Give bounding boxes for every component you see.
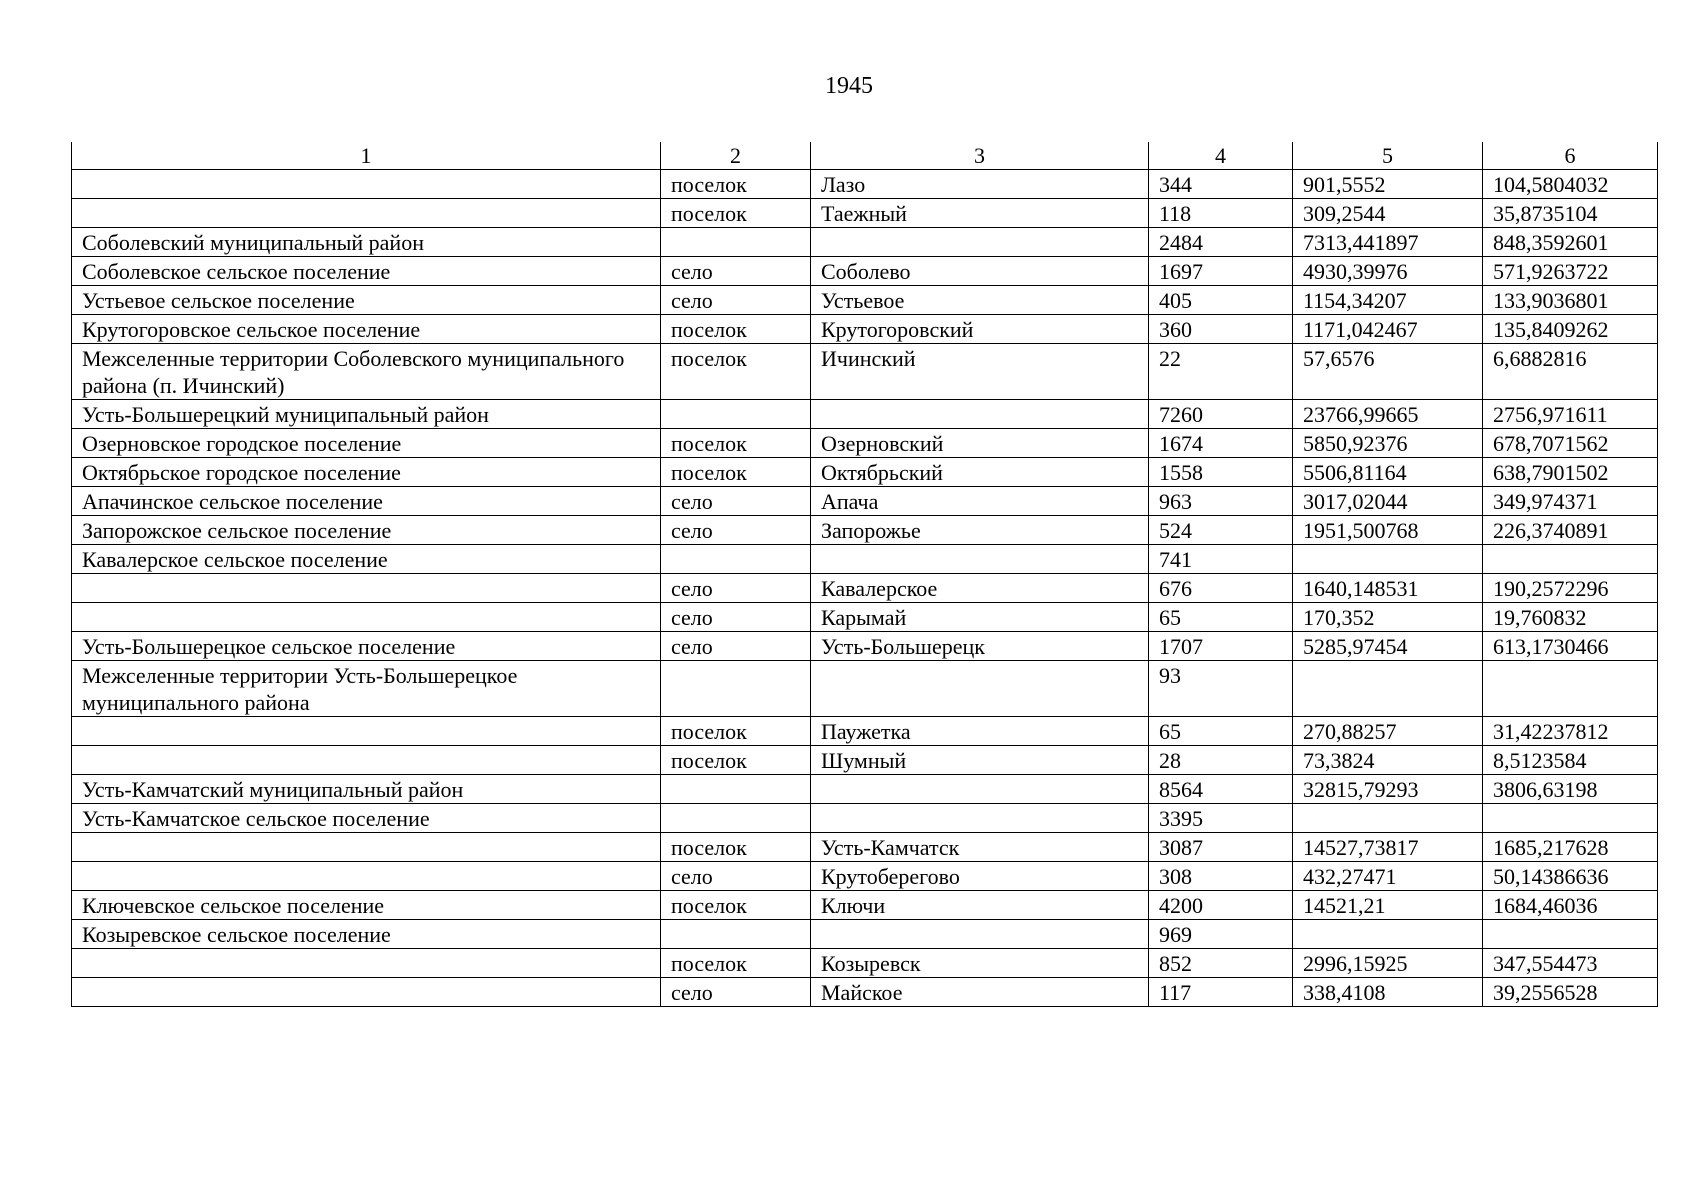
table-row [72, 545, 1658, 574]
territory-cell [72, 833, 661, 862]
settlement-name-cell: Озерновский [811, 429, 1149, 458]
value-col5-cell: 4930,39976 [1293, 257, 1483, 286]
territory-cell [72, 746, 661, 775]
population-cell: 65 [1149, 717, 1293, 746]
table-row [72, 228, 1658, 257]
population-cell: 524 [1149, 516, 1293, 545]
table-body [72, 142, 1658, 1007]
territory-cell: Крутогоровское сельское поселение [72, 315, 661, 344]
settlement-name-cell: Ключи [811, 891, 1149, 920]
value-col6-cell: 39,2556528 [1483, 978, 1658, 1007]
territory-cell: Козыревское сельское поселение [72, 920, 661, 949]
population-cell: 65 [1149, 603, 1293, 632]
settlement-type-cell: село [661, 632, 811, 661]
value-col5-cell: 901,5552 [1293, 170, 1483, 199]
settlement-type-cell: поселок [661, 429, 811, 458]
value-col5-cell: 309,2544 [1293, 199, 1483, 228]
settlement-name-cell: Усть-Большерецк [811, 632, 1149, 661]
value-col6-cell: 3806,63198 [1483, 775, 1658, 804]
page-number: 1945 [825, 73, 873, 99]
value-col6-cell: 50,14386636 [1483, 862, 1658, 891]
territory-cell [72, 603, 661, 632]
population-cell: 308 [1149, 862, 1293, 891]
territory-cell: Соболевское сельское поселение [72, 257, 661, 286]
population-cell: 1697 [1149, 257, 1293, 286]
value-col6-cell [1483, 661, 1658, 717]
territory-cell [72, 978, 661, 1007]
value-col6-cell: 678,7071562 [1483, 429, 1658, 458]
table-row [72, 344, 1658, 400]
settlement-type-cell [661, 228, 811, 257]
value-col6-cell: 19,760832 [1483, 603, 1658, 632]
settlement-type-cell: село [661, 978, 811, 1007]
population-cell: 118 [1149, 199, 1293, 228]
settlement-name-cell: Октябрьский [811, 458, 1149, 487]
territory-cell [72, 574, 661, 603]
table-row [72, 603, 1658, 632]
table-row [72, 574, 1658, 603]
territory-cell: Усть-Камчатское сельское поселение [72, 804, 661, 833]
settlement-type-cell [661, 661, 811, 717]
value-col5-cell: 270,88257 [1293, 717, 1483, 746]
table-row [72, 170, 1658, 199]
settlement-type-cell [661, 920, 811, 949]
table-row [72, 949, 1658, 978]
table-row [72, 978, 1658, 1007]
territory-cell: Межселенные территории Соболевского муниципального района (п. Ичинский) [72, 344, 661, 400]
table-row [72, 862, 1658, 891]
territory-cell [72, 717, 661, 746]
table-row [72, 429, 1658, 458]
table-row [72, 775, 1658, 804]
value-col6-cell: 613,1730466 [1483, 632, 1658, 661]
value-col5-cell: 1640,148531 [1293, 574, 1483, 603]
value-col6-cell: 1685,217628 [1483, 833, 1658, 862]
population-cell: 3395 [1149, 804, 1293, 833]
settlement-type-cell: село [661, 862, 811, 891]
population-cell: 2484 [1149, 228, 1293, 257]
settlement-type-cell: поселок [661, 315, 811, 344]
settlement-type-cell [661, 775, 811, 804]
value-col6-cell: 8,5123584 [1483, 746, 1658, 775]
value-col5-cell: 14527,73817 [1293, 833, 1483, 862]
value-col5-cell: 5285,97454 [1293, 632, 1483, 661]
population-cell: 22 [1149, 344, 1293, 400]
value-col5-cell: 170,352 [1293, 603, 1483, 632]
value-col5-cell: 23766,99665 [1293, 400, 1483, 429]
value-col5-cell: 57,6576 [1293, 344, 1483, 400]
population-cell: 969 [1149, 920, 1293, 949]
value-col5-cell: 5506,81164 [1293, 458, 1483, 487]
value-col5-cell: 1171,042467 [1293, 315, 1483, 344]
table-row [72, 458, 1658, 487]
population-cell: 8564 [1149, 775, 1293, 804]
table-row [72, 286, 1658, 315]
population-cell: 676 [1149, 574, 1293, 603]
value-col5-cell: 338,4108 [1293, 978, 1483, 1007]
settlement-name-cell: Усть-Камчатск [811, 833, 1149, 862]
value-col5-cell: 14521,21 [1293, 891, 1483, 920]
settlement-type-cell: поселок [661, 458, 811, 487]
value-col6-cell: 31,42237812 [1483, 717, 1658, 746]
value-col6-cell: 104,5804032 [1483, 170, 1658, 199]
value-col5-cell: 1951,500768 [1293, 516, 1483, 545]
settlement-name-cell [811, 400, 1149, 429]
territory-cell: Апачинское сельское поселение [72, 487, 661, 516]
population-cell: 1674 [1149, 429, 1293, 458]
population-cell: 93 [1149, 661, 1293, 717]
settlement-name-cell: Майское [811, 978, 1149, 1007]
value-col6-cell: 347,554473 [1483, 949, 1658, 978]
data-table [71, 142, 1658, 1007]
value-col5-cell: 2996,15925 [1293, 949, 1483, 978]
table-row [72, 257, 1658, 286]
table-row [72, 833, 1658, 862]
settlement-name-cell [811, 545, 1149, 574]
territory-cell: Устьевое сельское поселение [72, 286, 661, 315]
settlement-type-cell: поселок [661, 170, 811, 199]
value-col6-cell: 571,9263722 [1483, 257, 1658, 286]
value-col6-cell: 135,8409262 [1483, 315, 1658, 344]
value-col6-cell: 638,7901502 [1483, 458, 1658, 487]
value-col6-cell: 133,9036801 [1483, 286, 1658, 315]
table-row [72, 487, 1658, 516]
settlement-name-cell [811, 661, 1149, 717]
settlement-name-cell: Устьевое [811, 286, 1149, 315]
settlement-type-cell [661, 804, 811, 833]
value-col6-cell: 226,3740891 [1483, 516, 1658, 545]
settlement-name-cell: Апача [811, 487, 1149, 516]
population-cell: 1707 [1149, 632, 1293, 661]
value-col5-cell [1293, 804, 1483, 833]
territory-cell: Запорожское сельское поселение [72, 516, 661, 545]
settlement-type-cell: поселок [661, 344, 811, 400]
value-col5-cell [1293, 661, 1483, 717]
settlement-name-cell: Шумный [811, 746, 1149, 775]
territory-cell [72, 949, 661, 978]
settlement-name-cell [811, 775, 1149, 804]
value-col6-cell: 6,6882816 [1483, 344, 1658, 400]
value-col5-cell [1293, 920, 1483, 949]
settlement-type-cell: поселок [661, 833, 811, 862]
settlement-name-cell: Ичинский [811, 344, 1149, 400]
population-cell: 344 [1149, 170, 1293, 199]
settlement-type-cell: поселок [661, 891, 811, 920]
table-row [72, 804, 1658, 833]
population-cell: 963 [1149, 487, 1293, 516]
value-col5-cell: 7313,441897 [1293, 228, 1483, 257]
population-cell: 360 [1149, 315, 1293, 344]
settlement-type-cell: поселок [661, 717, 811, 746]
population-cell: 28 [1149, 746, 1293, 775]
territory-cell: Усть-Камчатский муниципальный район [72, 775, 661, 804]
population-cell: 117 [1149, 978, 1293, 1007]
value-col6-cell: 1684,46036 [1483, 891, 1658, 920]
territory-cell [72, 862, 661, 891]
value-col6-cell [1483, 920, 1658, 949]
territory-cell [72, 170, 661, 199]
settlement-name-cell: Крутогоровский [811, 315, 1149, 344]
table-row [72, 920, 1658, 949]
settlement-name-cell: Паужетка [811, 717, 1149, 746]
settlement-type-cell: село [661, 257, 811, 286]
column-header-4: 4 [1149, 142, 1293, 170]
population-cell: 7260 [1149, 400, 1293, 429]
value-col5-cell [1293, 545, 1483, 574]
value-col6-cell: 35,8735104 [1483, 199, 1658, 228]
population-cell: 741 [1149, 545, 1293, 574]
settlement-name-cell: Козыревск [811, 949, 1149, 978]
value-col5-cell: 5850,92376 [1293, 429, 1483, 458]
territory-cell: Усть-Большерецкий муниципальный район [72, 400, 661, 429]
settlement-type-cell [661, 400, 811, 429]
settlement-type-cell [661, 545, 811, 574]
settlement-name-cell: Таежный [811, 199, 1149, 228]
table-row [72, 199, 1658, 228]
table-row [72, 661, 1658, 717]
population-cell: 405 [1149, 286, 1293, 315]
value-col6-cell [1483, 545, 1658, 574]
table-row [72, 315, 1658, 344]
table-row [72, 400, 1658, 429]
territory-cell: Межселенные территории Усть-Большерецкое муниципального района [72, 661, 661, 717]
territory-cell: Октябрьское городское поселение [72, 458, 661, 487]
value-col6-cell: 349,974371 [1483, 487, 1658, 516]
table-row [72, 717, 1658, 746]
settlement-name-cell: Кавалерское [811, 574, 1149, 603]
settlement-name-cell: Запорожье [811, 516, 1149, 545]
settlement-name-cell: Соболево [811, 257, 1149, 286]
settlement-type-cell: село [661, 574, 811, 603]
value-col6-cell: 848,3592601 [1483, 228, 1658, 257]
settlement-type-cell: село [661, 516, 811, 545]
settlement-name-cell: Карымай [811, 603, 1149, 632]
settlement-type-cell: село [661, 487, 811, 516]
value-col5-cell: 73,3824 [1293, 746, 1483, 775]
value-col5-cell: 3017,02044 [1293, 487, 1483, 516]
settlement-name-cell: Лазо [811, 170, 1149, 199]
population-cell: 4200 [1149, 891, 1293, 920]
territory-cell: Озерновское городское поселение [72, 429, 661, 458]
value-col5-cell: 432,27471 [1293, 862, 1483, 891]
territory-cell: Ключевское сельское поселение [72, 891, 661, 920]
value-col6-cell: 190,2572296 [1483, 574, 1658, 603]
territory-cell: Усть-Большерецкое сельское поселение [72, 632, 661, 661]
column-header-3: 3 [811, 142, 1149, 170]
table-row [72, 891, 1658, 920]
value-col5-cell: 1154,34207 [1293, 286, 1483, 315]
value-col6-cell: 2756,971611 [1483, 400, 1658, 429]
column-header-1: 1 [72, 142, 661, 170]
population-cell: 852 [1149, 949, 1293, 978]
settlement-name-cell [811, 804, 1149, 833]
settlement-type-cell: село [661, 286, 811, 315]
settlement-name-cell [811, 228, 1149, 257]
value-col6-cell [1483, 804, 1658, 833]
column-header-2: 2 [661, 142, 811, 170]
table-row [72, 746, 1658, 775]
table-row [72, 632, 1658, 661]
settlement-type-cell: поселок [661, 746, 811, 775]
table-header-row [72, 142, 1658, 170]
column-header-6: 6 [1483, 142, 1658, 170]
settlement-type-cell: поселок [661, 199, 811, 228]
population-cell: 1558 [1149, 458, 1293, 487]
settlement-name-cell [811, 920, 1149, 949]
value-col5-cell: 32815,79293 [1293, 775, 1483, 804]
settlement-name-cell: Крутоберегово [811, 862, 1149, 891]
population-cell: 3087 [1149, 833, 1293, 862]
table-row [72, 516, 1658, 545]
territory-cell [72, 199, 661, 228]
territory-cell: Соболевский муниципальный район [72, 228, 661, 257]
settlement-type-cell: село [661, 603, 811, 632]
settlement-type-cell: поселок [661, 949, 811, 978]
territory-cell: Кавалерское сельское поселение [72, 545, 661, 574]
column-header-5: 5 [1293, 142, 1483, 170]
